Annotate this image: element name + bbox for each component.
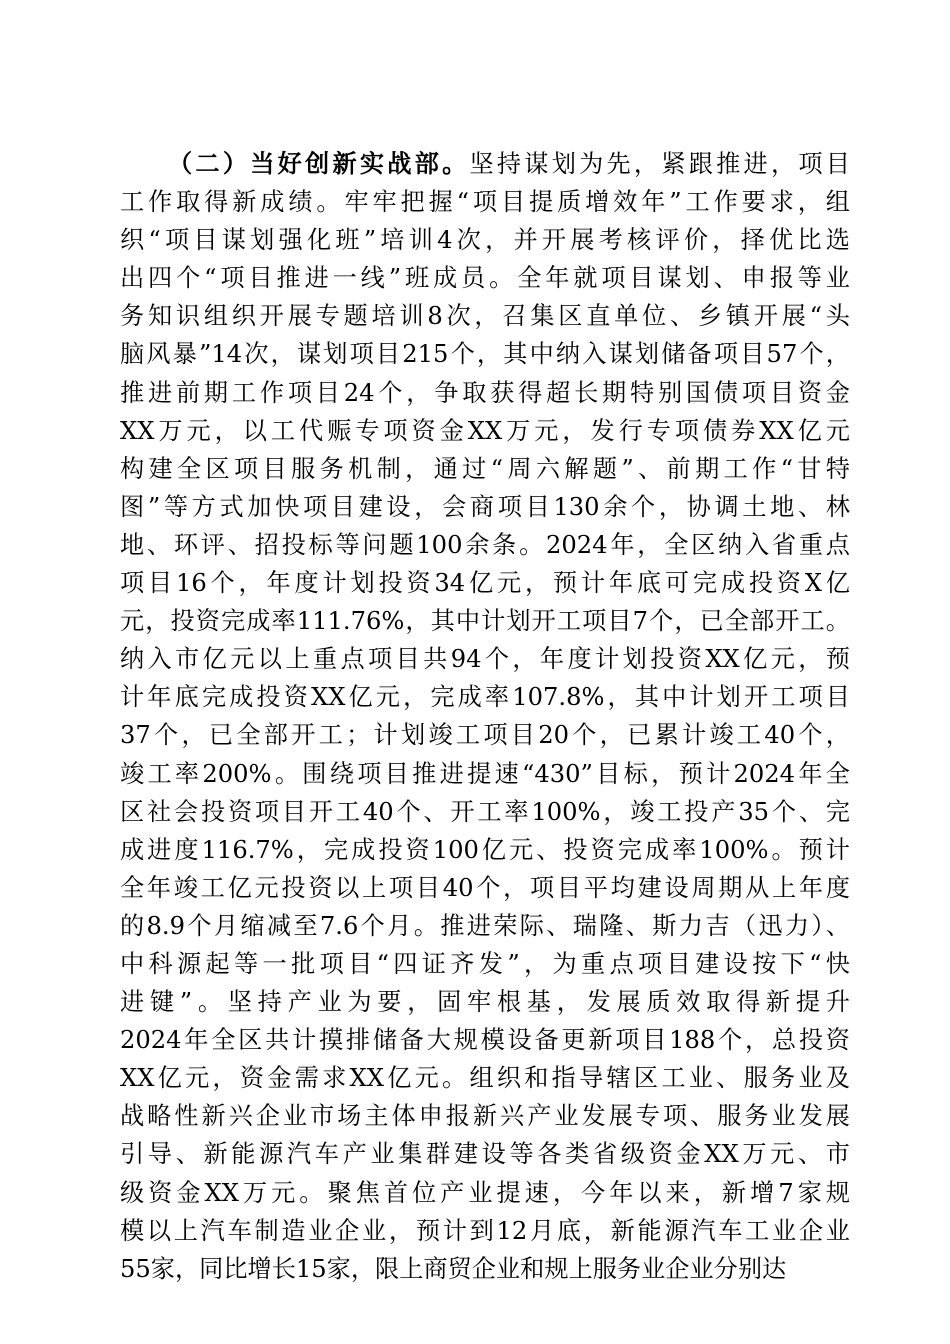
text-line: 脑风暴”14次，谋划项目215个，其中纳入谋划储备项目57个， [120, 340, 850, 369]
text-line: 级资金XX万元。聚焦首位产业提速，今年以来，新增7家规 [120, 1178, 850, 1207]
text-line: 的8.9个月缩减至7.6个月。推进荣际、瑞隆、斯力吉（迅力）、 [120, 911, 850, 940]
text-line: XX亿元，资金需求XX亿元。组织和指导辖区工业、服务业及 [120, 1064, 850, 1093]
text-line-content: 坚持谋划为先，紧跟推进，项目 [469, 150, 850, 178]
text-line: 构建全区项目服务机制，通过“周六解题”、前期工作“甘特 [120, 454, 850, 483]
text-line: 纳入市亿元以上重点项目共94个，年度计划投资XX亿元，预 [120, 645, 850, 674]
text-line: 全年竣工亿元投资以上项目40个，项目平均建设周期从上年度 [120, 873, 850, 902]
text-line: 计年底完成投资XX亿元，完成率107.8%，其中计划开工项目 [120, 683, 850, 712]
text-line: 2024年全区共计摸排储备大规模设备更新项目188个，总投资 [120, 1026, 850, 1055]
text-line: 务知识组织开展专题培训8次，召集区直单位、乡镇开展“头 [120, 302, 850, 331]
text-line: 战略性新兴企业市场主体申报新兴产业发展专项、服务业发展 [120, 1102, 850, 1131]
text-line: 区社会投资项目开工40个、开工率100%，竣工投产35个、完 [120, 797, 850, 826]
text-line [120, 145, 850, 183]
section-heading: （二）当好创新实战部。 [168, 149, 470, 178]
text-line: 模以上汽车制造业企业，预计到12月底，新能源汽车工业企业 [120, 1216, 850, 1245]
text-line: 出四个“项目推进一线”班成员。全年就项目谋划、申报等业 [120, 264, 850, 293]
text-line: 项目16个，年度计划投资34亿元，预计年底可完成投资X亿 [120, 569, 850, 598]
text-line: 中科源起等一批项目“四证齐发”，为重点项目建设按下“快 [120, 949, 850, 978]
text-line: 37个，已全部开工；计划竣工项目20个，已累计竣工40个， [120, 721, 850, 750]
text-line: 织“项目谋划强化班”培训4次，并开展考核评价，择优比选 [120, 226, 850, 255]
text-line: XX万元，以工代赈专项资金XX万元，发行专项债券XX亿元 [120, 416, 850, 445]
text-line: 地、环评、招投标等问题100余条。2024年，全区纳入省重点 [120, 530, 850, 559]
body-paragraph [120, 145, 850, 1288]
text-line: 引导、新能源汽车产业集群建设等各类省级资金XX万元、市 [120, 1140, 850, 1169]
text-line: 元，投资完成率111.76%，其中计划开工项目7个，已全部开工。 [120, 607, 850, 636]
text-line: 图”等方式加快项目建设，会商项目130余个，协调土地、林 [120, 492, 850, 521]
text-line: 工作取得新成绩。牢牢把握“项目提质增效年”工作要求，组 [120, 188, 850, 217]
text-line: 进键”。坚持产业为要，固牢根基，发展质效取得新提升 [120, 988, 850, 1017]
text-line: 55家，同比增长15家，限上商贸企业和规上服务业企业分别达 [120, 1254, 787, 1283]
text-line: 成进度116.7%，完成投资100亿元、投资完成率100%。预计 [120, 835, 850, 864]
text-line: 竣工率200%。围绕项目推进提速“430”目标，预计2024年全 [120, 759, 850, 788]
text-line: 推进前期工作项目24个，争取获得超长期特别国债项目资金 [120, 378, 850, 407]
